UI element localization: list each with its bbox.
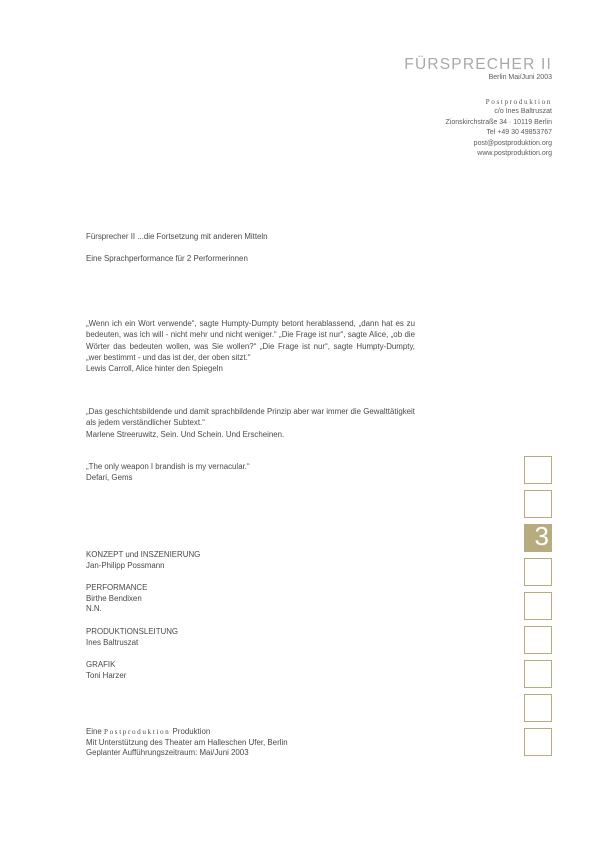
credit-group — [86, 627, 178, 648]
credit-role: KONZEPT und INSZENIERUNG — [86, 550, 201, 559]
credit-role: PRODUKTIONSLEITUNG — [86, 627, 179, 636]
credit-name: Ines Baltruszat — [86, 637, 139, 647]
credit-role: PERFORMANCE — [86, 583, 148, 592]
quote-source: Defari, Gems — [86, 473, 133, 483]
credit-role: GRAFIK — [86, 660, 116, 669]
credit-name: Birthe Bendixen — [86, 593, 142, 603]
contact-phone: Tel +49 30 49853767 — [486, 129, 552, 136]
page-index-box[interactable] — [524, 490, 552, 518]
credit-group — [86, 583, 147, 615]
quote-block — [86, 318, 415, 374]
page-index-box[interactable] — [524, 558, 552, 586]
credit-name: N.N. — [86, 604, 102, 613]
footer-support: Mit Unterstützung des Theater am Halleschen Ufer, Berlin — [86, 737, 288, 747]
credit-name: Jan-Philipp Possmann — [86, 560, 165, 570]
footer-block — [86, 727, 288, 759]
page-number: 3 — [534, 521, 549, 551]
quote-source: Marlene Streeruwitz, Sein. Und Schein. Und Erscheinen. — [86, 429, 285, 439]
footer-line — [86, 727, 288, 738]
footer-prefix: Eine — [86, 727, 102, 736]
contact-email[interactable]: post@postproduktion.org — [473, 140, 552, 147]
document-title: FÜRSPRECHER II — [404, 56, 552, 73]
credit-name: Toni Harzer — [86, 670, 127, 680]
company-name: Postproduktion — [485, 98, 552, 106]
quote-text: „The only weapon I brandish is my vernacular.“ — [86, 462, 250, 471]
page-index-box[interactable] — [524, 728, 552, 756]
contact-person: c/o Ines Baltruszat — [494, 108, 552, 115]
intro-line: Fürsprecher II ...die Fortsetzung mit anderen Mitteln — [86, 232, 268, 241]
page-index-box[interactable] — [524, 456, 552, 484]
quote-source: Lewis Carroll, Alice hinter den Spiegeln — [86, 364, 223, 374]
contact-website[interactable]: www.postproduktion.org — [477, 150, 552, 157]
quote-block — [86, 406, 415, 440]
footer-suffix: Produktion — [172, 727, 211, 736]
credit-group — [86, 550, 200, 571]
contact-address: Zionskirchstraße 34 · 10119 Berlin — [445, 119, 552, 126]
footer-schedule: Geplanter Aufführungszeitraum: Mai/Juni 2003 — [86, 748, 249, 757]
page-index-box-current[interactable] — [524, 521, 552, 552]
page-index-box[interactable] — [524, 660, 552, 688]
page-index-box[interactable] — [524, 694, 552, 722]
quote-text: „Wenn ich ein Wort verwende“, sagte Humpty-Dumpty betont herablassend, „dann hat es zu bedeuten, was ich will - nicht mehr und nicht weniger.“ „Die Frage ist nur“, sagte Alice, „ob die Wörter das bedeuten wollen, was Sie wollen?“ „Die Frage ist nur“, sagte Humpty-Dumpty, „wer bestimmt - und das ist der, der oben sitzt.“ — [86, 319, 415, 362]
document-subtitle: Berlin Mai/Juni 2003 — [488, 74, 552, 81]
quote-text: „Das geschichtsbildende und damit sprachbildende Prinzip aber war immer die Gewalttätigkeit als jedem verständlicher Subtext.“ — [86, 407, 415, 428]
footer-company: Postproduktion — [104, 728, 171, 736]
page-index-box[interactable] — [524, 626, 552, 654]
quote-block — [86, 461, 415, 484]
credit-group — [86, 660, 126, 681]
page-index-box[interactable] — [524, 592, 552, 620]
page-index — [524, 456, 552, 762]
intro-subline: Eine Sprachperformance für 2 Performerinnen — [86, 254, 248, 263]
